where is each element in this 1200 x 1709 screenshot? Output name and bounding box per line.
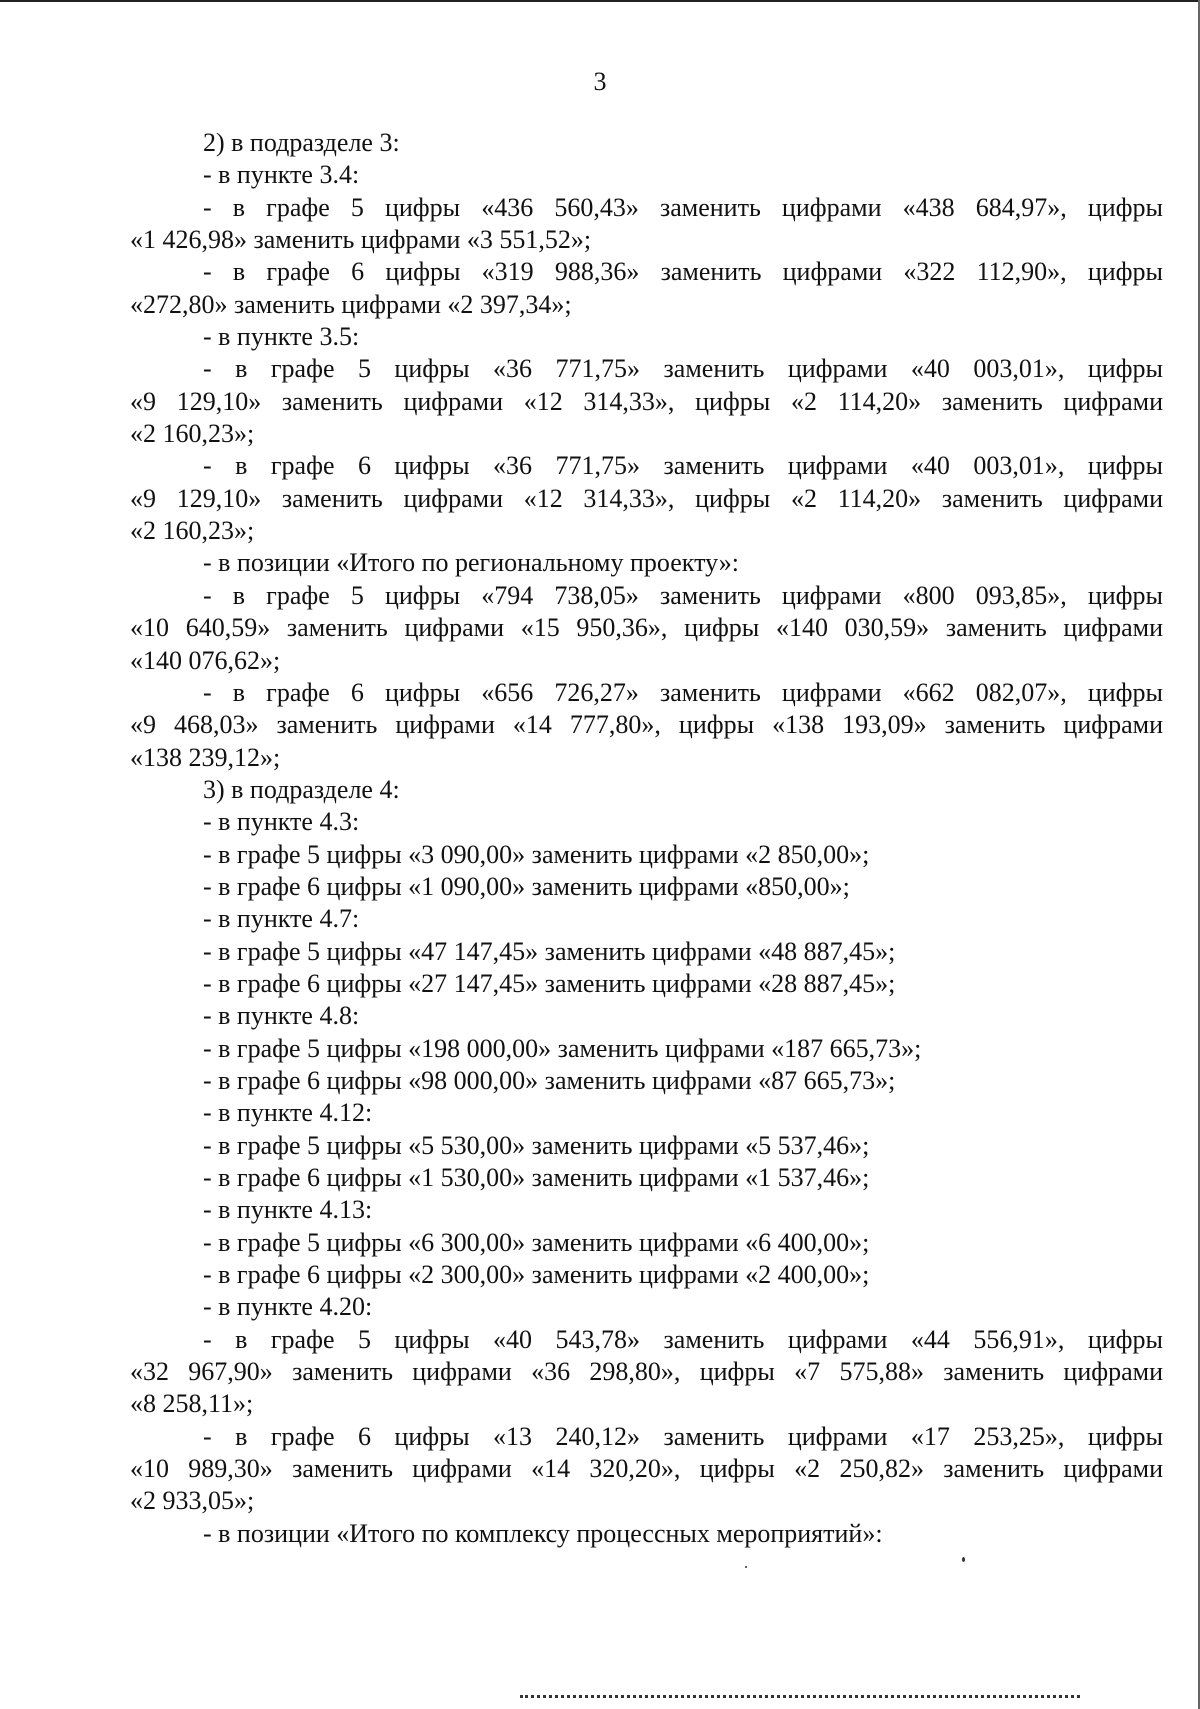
paragraph-line: - в графе 5 цифры «40 543,78» заменить цифрами «44 556,91», цифры — [203, 1324, 1163, 1354]
item-heading: - в пункте 4.8: — [203, 1001, 360, 1031]
paragraph-line: - в графе 5 цифры «5 530,00» заменить цифрами «5 537,46»; — [203, 1130, 870, 1160]
item-heading: - в пункте 4.12: — [203, 1098, 373, 1128]
scan-speck — [962, 1557, 965, 1562]
paragraph-line: «10 640,59» заменить цифрами «15 950,36», цифры «140 030,59» заменить цифрами — [130, 613, 1163, 643]
paragraph-line: - в графе 5 цифры «6 300,00» заменить цифрами «6 400,00»; — [203, 1227, 870, 1257]
paragraph-line: - в графе 6 цифры «13 240,12» заменить цифрами «17 253,25», цифры — [203, 1421, 1163, 1451]
scan-top-edge — [0, 0, 1200, 2]
item-heading: - в пункте 4.13: — [203, 1195, 373, 1225]
subsection-heading: 2) в подразделе 3: — [203, 128, 400, 157]
scan-speck — [745, 1566, 747, 1568]
paragraph-line: - в графе 6 цифры «656 726,27» заменить цифрами «662 082,07», цифры — [203, 677, 1163, 707]
paragraph-line: «2 933,05»; — [130, 1486, 255, 1516]
paragraph-line: «138 239,12»; — [130, 742, 281, 772]
paragraph-line: - в графе 6 цифры «319 988,36» заменить цифрами «322 112,90», цифры — [203, 257, 1163, 287]
subsection-heading: 3) в подразделе 4: — [203, 774, 400, 804]
paragraph-line: - в графе 6 цифры «2 300,00» заменить цифрами «2 400,00»; — [203, 1260, 870, 1290]
paragraph-line: «8 258,11»; — [130, 1389, 254, 1419]
item-heading: - в пункте 4.7: — [203, 904, 360, 934]
item-heading: - в позиции «Итого по региональному проекту»: — [203, 548, 739, 578]
paragraph-line: - в графе 6 цифры «27 147,45» заменить цифрами «28 887,45»; — [203, 968, 896, 998]
paragraph-line: - в графе 6 цифры «98 000,00» заменить цифрами «87 665,73»; — [203, 1065, 896, 1095]
paragraph-line: «9 129,10» заменить цифрами «12 314,33», цифры «2 114,20» заменить цифрами — [130, 386, 1163, 416]
scan-bottom-marks — [520, 1695, 1080, 1708]
paragraph-line: - в графе 5 цифры «198 000,00» заменить цифрами «187 665,73»; — [203, 1033, 922, 1063]
paragraph-line: - в графе 5 цифры «794 738,05» заменить цифрами «800 093,85», цифры — [203, 580, 1163, 610]
page-number: 3 — [593, 67, 607, 96]
item-heading: - в пункте 4.3: — [203, 807, 360, 837]
paragraph-line: - в графе 6 цифры «36 771,75» заменить цифрами «40 003,01», цифры — [203, 451, 1163, 481]
paragraph-line: - в графе 5 цифры «436 560,43» заменить цифрами «438 684,97», цифры — [203, 192, 1163, 222]
paragraph-line: «9 129,10» заменить цифрами «12 314,33», цифры «2 114,20» заменить цифрами — [130, 483, 1163, 513]
paragraph-line: «140 076,62»; — [130, 645, 281, 675]
paragraph-line: - в графе 5 цифры «36 771,75» заменить цифрами «40 003,01», цифры — [203, 354, 1163, 384]
item-heading: - в пункте 4.20: — [203, 1292, 373, 1322]
item-heading: - в пункте 3.5: — [203, 322, 360, 352]
paragraph-line: - в графе 5 цифры «47 147,45» заменить цифрами «48 887,45»; — [203, 936, 896, 966]
paragraph-line: «2 160,23»; — [130, 419, 255, 449]
document-body — [130, 127, 1163, 1550]
paragraph-line: «272,80» заменить цифрами «2 397,34»; — [130, 289, 572, 319]
paragraph-line: «32 967,90» заменить цифрами «36 298,80», цифры «7 575,88» заменить цифрами — [130, 1357, 1163, 1387]
item-heading: - в позиции «Итого по комплексу процессных мероприятий»: — [203, 1518, 883, 1548]
paragraph-line: - в графе 6 цифры «1 090,00» заменить цифрами «850,00»; — [203, 871, 850, 901]
paragraph-line: «10 989,30» заменить цифрами «14 320,20», цифры «2 250,82» заменить цифрами — [130, 1454, 1163, 1484]
paragraph-line: - в графе 6 цифры «1 530,00» заменить цифрами «1 537,46»; — [203, 1163, 870, 1192]
paragraph-line: «9 468,03» заменить цифрами «14 777,80», цифры «138 193,09» заменить цифрами — [130, 710, 1163, 740]
paragraph-line: - в графе 5 цифры «3 090,00» заменить цифрами «2 850,00»; — [203, 839, 870, 869]
item-heading: - в пункте 3.4: — [203, 160, 360, 190]
paragraph-line: «1 426,98» заменить цифрами «3 551,52»; — [130, 225, 592, 255]
paragraph-line: «2 160,23»; — [130, 516, 255, 546]
